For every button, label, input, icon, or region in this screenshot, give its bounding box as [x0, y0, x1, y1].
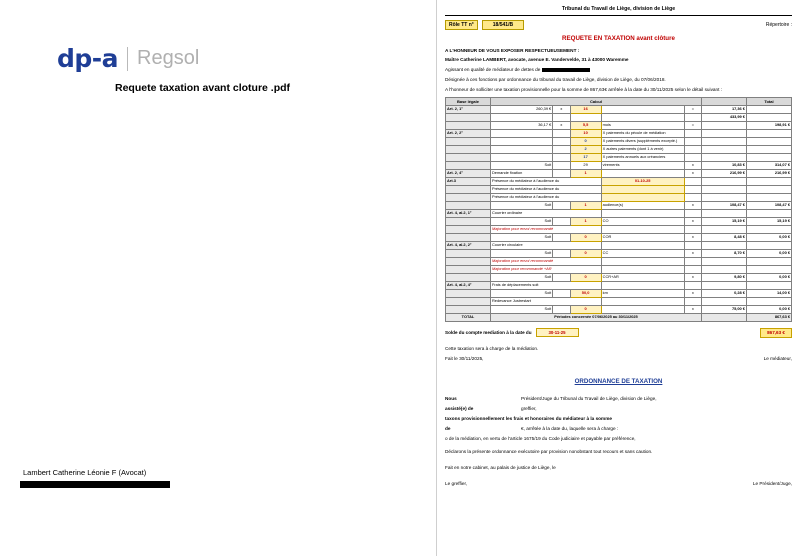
cell-eq — [684, 153, 701, 161]
cell-unit: X paiements du pécule de médiation — [601, 129, 684, 137]
cell-total — [746, 177, 791, 185]
cell-unit — [601, 209, 684, 217]
cell-sub: 108,47 € — [702, 201, 747, 209]
cell-base: Soit — [490, 273, 552, 281]
cell-op — [553, 233, 570, 241]
cell-unit: CC — [601, 249, 684, 257]
solde-row — [445, 328, 792, 338]
cell-art — [446, 193, 491, 201]
cell-eq — [684, 225, 701, 233]
cell-unit — [601, 257, 684, 265]
cell-base — [490, 145, 552, 153]
cell-sub: 216,99 € — [702, 169, 747, 177]
president-signature-label: Le Président/Juge, — [752, 481, 792, 487]
cell-total: 0,00 € — [746, 249, 791, 257]
solde-date-field[interactable]: 30-11-25 — [536, 328, 579, 337]
de-label: de — [445, 425, 451, 431]
cell-eq — [684, 209, 701, 217]
ordonnance-line-de — [445, 426, 792, 432]
cell-qty[interactable]: 1 — [570, 201, 601, 209]
col-header-blank — [702, 97, 747, 105]
cell-total: 216,99 € — [746, 169, 791, 177]
table-row — [446, 153, 792, 161]
total-spacer — [702, 313, 747, 321]
table-row — [446, 129, 792, 137]
cell-total: 0,00 € — [746, 305, 791, 313]
solde-amount: 867,63 € — [760, 328, 792, 338]
cell-unit: mois — [601, 121, 684, 129]
cell-sub — [702, 153, 747, 161]
cell-base — [490, 137, 552, 145]
table-row — [446, 249, 792, 257]
table-row — [446, 193, 792, 201]
cell-total — [746, 193, 791, 201]
cell-base: Courrier ordinaire — [490, 209, 601, 217]
cell-art — [446, 153, 491, 161]
table-row — [446, 265, 792, 273]
cell-art: Art. 2, 4° — [446, 169, 491, 177]
cell-art — [446, 185, 491, 193]
charge-mediation-line: o de la médiation, en vertu de l'article 1675/19 du Code judiciaire et payable par préférence, — [445, 435, 636, 441]
cell-base: Présence du médiateur à l'audience du — [490, 185, 601, 193]
cell-base — [490, 113, 552, 121]
cell-base: Courrier circulaire — [490, 241, 601, 249]
table-header-row — [446, 97, 792, 105]
brand-name-text: Regsol — [137, 47, 200, 69]
cell-total — [746, 225, 791, 233]
cell-base: Présence du médiateur à l'audience du — [490, 193, 601, 201]
cell-unit: X autres paiements (dont 1 à venir) — [601, 145, 684, 153]
cell-base: Soit — [490, 161, 552, 169]
cell-art — [446, 113, 491, 121]
table-row — [446, 241, 792, 249]
cell-eq: x — [684, 273, 701, 281]
cell-sub: 433,99 € — [702, 113, 747, 121]
cell-unit[interactable] — [601, 185, 684, 193]
cell-op — [553, 129, 570, 137]
cell-op: x — [553, 121, 570, 129]
cell-eq — [684, 193, 701, 201]
cell-art: Art. 4, al.2, 4° — [446, 281, 491, 289]
intro-line-4: Désignée à ces fonctions par ordonnance du tribunal du travail de Liège, division de Liège, du 07/06/2018. — [445, 77, 666, 83]
cell-art — [446, 265, 491, 273]
president-line: Président/Juge du Tribunal du Travail de Liège, division de Liège, — [521, 396, 657, 402]
cell-unit: X paiements divers (suppléments excepté.) — [601, 137, 684, 145]
cell-base: Soit — [490, 249, 552, 257]
cell-sub — [702, 129, 747, 137]
cell-base: Soit — [490, 289, 552, 297]
cell-art — [446, 233, 491, 241]
cell-qty[interactable]: 0 — [570, 273, 601, 281]
eur-line — [521, 426, 792, 432]
taxation-table — [445, 97, 792, 322]
cell-unit: CCR+AR — [601, 273, 684, 281]
made-at-date: Fait le 30/11/2025, — [445, 356, 484, 362]
cell-unit — [601, 297, 684, 305]
role-label: Rôle TT n° — [445, 20, 478, 30]
cell-art — [446, 225, 491, 233]
table-row — [446, 145, 792, 153]
cell-qty — [570, 113, 601, 121]
cell-art: Art. 2, 2° — [446, 129, 491, 137]
cell-art: Art.3 — [446, 177, 491, 185]
assiste-label: assisté(e) de — [445, 405, 474, 411]
col-header-total: Total — [746, 97, 791, 105]
cell-art — [446, 305, 491, 313]
cell-unit: COR — [601, 233, 684, 241]
cell-qty[interactable]: 1 — [570, 169, 601, 177]
col-header-base-legale: Base légale — [446, 97, 491, 105]
cell-op — [553, 273, 570, 281]
cell-total — [746, 137, 791, 145]
cell-art — [446, 289, 491, 297]
cell-art — [446, 161, 491, 169]
cell-eq — [684, 265, 701, 273]
cell-sub — [702, 265, 747, 273]
col-header-calcul: Calcul — [490, 97, 701, 105]
cell-qty[interactable]: 17 — [570, 153, 601, 161]
cell-eq: x — [684, 249, 701, 257]
cell-op — [553, 113, 570, 121]
laquelle-text: , laquelle sera à charge : — [566, 425, 619, 431]
cell-op — [553, 161, 570, 169]
nous-label: Nous — [445, 396, 457, 402]
cell-op — [553, 305, 570, 313]
cell-base: Soit — [490, 233, 552, 241]
cell-total — [746, 153, 791, 161]
ordonnance-line-nous — [445, 396, 792, 402]
table-row — [446, 177, 792, 185]
cell-qty[interactable]: 0 — [570, 137, 601, 145]
redaction-inline — [542, 68, 590, 72]
cell-total: 0,00 € — [746, 233, 791, 241]
intro-line-1: A L'HONNEUR DE VOUS EXPOSER RESPECTUEUSEMENT : — [445, 47, 580, 53]
cell-sub — [702, 281, 747, 289]
court-header: Tribunal du Travail de Liège, division de Liège — [445, 6, 792, 16]
cell-unit: X paiements annuels aux créanciers — [601, 153, 684, 161]
table-row — [446, 209, 792, 217]
table-row — [446, 281, 792, 289]
cell-total: 15,19 € — [746, 217, 791, 225]
table-total-row — [446, 313, 792, 321]
table-row — [446, 161, 792, 169]
cell-op — [553, 249, 570, 257]
cell-art — [446, 297, 491, 305]
ordonnance-heading: ORDONNANCE DE TAXATION — [574, 378, 663, 386]
cell-base: Majoration pour envoi recommandé — [490, 225, 601, 233]
table-row — [446, 257, 792, 265]
table-row — [446, 297, 792, 305]
cell-sub — [702, 145, 747, 153]
cell-unit — [601, 113, 684, 121]
brand-logo — [57, 44, 199, 73]
taxons-line: taxons provisionnellement les frais et honoraires du médiateur à la somme — [445, 415, 612, 421]
total-period: Périodes concernée 07/06/2025 au 30/11/2025 — [490, 313, 701, 321]
cell-sub — [702, 137, 747, 145]
intro-line-5: A l'honneur de solliciter une taxation provisionnelle pour la somme de 867,63€ arrêtée à la date du 30/11/2025 selon le détail suivant : — [445, 87, 723, 92]
cell-op — [553, 137, 570, 145]
cell-sub — [702, 185, 747, 193]
cell-eq — [684, 177, 701, 185]
cell-eq — [684, 145, 701, 153]
cell-total — [746, 129, 791, 137]
cell-unit: CO — [601, 217, 684, 225]
cell-unit: audience(s) — [601, 201, 684, 209]
ordonnance-block — [445, 396, 792, 487]
cell-eq — [684, 185, 701, 193]
cell-total — [746, 113, 791, 121]
cell-qty[interactable]: 5,5 — [570, 121, 601, 129]
cell-eq — [684, 281, 701, 289]
cell-op — [553, 289, 570, 297]
table-row — [446, 225, 792, 233]
cell-eq — [684, 113, 701, 121]
eur-line-text: €, arrêtée à la date du — [521, 425, 567, 431]
solde-label: Solde du compte mediation à la date du — [445, 329, 532, 335]
cell-qty[interactable]: 50,0 — [570, 289, 601, 297]
charge-note: Cette taxation sera à charge de la médiation. — [445, 345, 539, 351]
role-value: 18/541/B — [482, 20, 524, 30]
cell-eq — [684, 297, 701, 305]
table-row — [446, 289, 792, 297]
cell-base: Présence du médiateur à l'audience du — [490, 177, 601, 185]
cell-art — [446, 257, 491, 265]
cell-sub: 15,19 € — [702, 217, 747, 225]
cell-eq: x — [684, 289, 701, 297]
cell-sub: 0,28 € — [702, 289, 747, 297]
cell-total — [746, 265, 791, 273]
declarons-line: Déclarons la présente ordonnance exécutoire par provision nonobstant tout recours et sans caution. — [445, 449, 653, 455]
role-row — [445, 20, 792, 30]
cell-unit — [601, 225, 684, 233]
cell-unit: km — [601, 289, 684, 297]
greffier-signature-label: Le greffier, — [445, 481, 468, 487]
cell-art — [446, 273, 491, 281]
cell-base — [490, 129, 552, 137]
redaction-bar — [20, 481, 170, 488]
pdf-render-pane — [437, 0, 800, 556]
cell-op — [553, 201, 570, 209]
cell-total — [746, 281, 791, 289]
cell-base: Soit — [490, 305, 552, 313]
cell-sub: 8,48 € — [702, 233, 747, 241]
cell-sub — [702, 241, 747, 249]
table-row — [446, 233, 792, 241]
cell-base: 260,39 € — [490, 105, 552, 113]
cell-art: Art. 4, al.2, 1° — [446, 209, 491, 217]
cell-sub: 10,83 € — [702, 161, 747, 169]
cell-total — [746, 105, 791, 113]
cell-base: Soit — [490, 201, 552, 209]
cell-eq: x — [684, 161, 701, 169]
table-row — [446, 201, 792, 209]
cell-base: Soit — [490, 217, 552, 225]
cell-op: x — [553, 105, 570, 113]
table-row — [446, 217, 792, 225]
cell-eq — [684, 129, 701, 137]
total-label: TOTAL — [446, 313, 491, 321]
cell-qty[interactable]: 10 — [570, 129, 601, 137]
cell-unit — [601, 241, 684, 249]
table-row — [446, 105, 792, 113]
intro-line-3-text: Agissant en qualité de médiateur de dettes de — [445, 67, 541, 73]
signer-name: Lambert Catherine Léonie F (Avocat) — [23, 468, 147, 477]
cell-sub — [702, 209, 747, 217]
cell-sub: 8,70 € — [702, 249, 747, 257]
cell-eq — [684, 137, 701, 145]
cell-qty: 29 — [570, 161, 601, 169]
cell-base: Demande fixation — [490, 169, 552, 177]
cell-unit — [601, 105, 684, 113]
ordonnance-signature-row — [445, 481, 792, 487]
cell-eq: = — [684, 105, 701, 113]
cell-base: 36,17 € — [490, 121, 552, 129]
cell-sub: 75,00 € — [702, 305, 747, 313]
cell-qty[interactable]: 16 — [570, 105, 601, 113]
cell-total — [746, 185, 791, 193]
total-value: 867,63 € — [746, 313, 791, 321]
cell-op — [553, 169, 570, 177]
cell-sub — [702, 257, 747, 265]
table-row — [446, 185, 792, 193]
cell-op — [553, 153, 570, 161]
cell-sub: 17,36 € — [702, 105, 747, 113]
document-file-title: Requete taxation avant cloture .pdf — [115, 82, 291, 94]
intro-line-3 — [445, 67, 792, 73]
cell-eq: = — [684, 121, 701, 129]
cell-base: Redevance Justrestart — [490, 297, 601, 305]
cell-sub — [702, 121, 747, 129]
cell-qty[interactable]: 1 — [570, 217, 601, 225]
cell-total — [746, 297, 791, 305]
table-row — [446, 113, 792, 121]
cell-eq: x — [684, 169, 701, 177]
brand-divider — [127, 47, 128, 71]
cell-sub — [702, 297, 747, 305]
cell-base: Frais de déplacements soit — [490, 281, 601, 289]
signature-row — [445, 356, 792, 362]
table-row — [446, 169, 792, 177]
mediator-label: Le médiateur, — [763, 356, 792, 362]
cell-total: 314,07 € — [746, 161, 791, 169]
cell-total: 198,91 € — [746, 121, 791, 129]
table-row — [446, 305, 792, 313]
cell-eq — [684, 241, 701, 249]
cell-total — [746, 241, 791, 249]
cell-sub — [702, 177, 747, 185]
cell-op — [553, 145, 570, 153]
table-row — [446, 273, 792, 281]
cell-eq: x — [684, 305, 701, 313]
cell-sub — [702, 225, 747, 233]
cell-total: 0,00 € — [746, 273, 791, 281]
cell-sub — [702, 193, 747, 201]
cell-op — [553, 217, 570, 225]
greffier-line: greffier, — [521, 405, 537, 411]
cell-art — [446, 145, 491, 153]
repertoire-label: Répertoire : — [765, 21, 792, 28]
cell-total: 108,47 € — [746, 201, 791, 209]
cell-total — [746, 145, 791, 153]
cell-qty[interactable]: 0 — [570, 249, 601, 257]
cell-total — [746, 209, 791, 217]
cell-eq: x — [684, 201, 701, 209]
cell-total: 14,00 € — [746, 289, 791, 297]
cell-qty[interactable]: 0 — [570, 305, 601, 313]
cell-unit[interactable] — [601, 193, 684, 201]
cell-eq — [684, 257, 701, 265]
brand-mark-text: dp-a — [57, 44, 119, 73]
cell-base: Majoration pour recommandé +AR — [490, 265, 601, 273]
cell-art — [446, 249, 491, 257]
cell-art — [446, 217, 491, 225]
ordonnance-line-assiste — [445, 406, 792, 412]
cell-art — [446, 201, 491, 209]
cell-art: Art. 4, al.2, 2° — [446, 241, 491, 249]
cell-unit[interactable]: 01-10-25 — [601, 177, 684, 185]
document-heading: REQUETE EN TAXATION avant clôture — [562, 34, 675, 42]
cell-eq: x — [684, 233, 701, 241]
cell-unit: virements — [601, 161, 684, 169]
cell-unit — [601, 169, 684, 177]
cell-sub: 9,80 € — [702, 273, 747, 281]
cell-unit — [601, 305, 684, 313]
table-row — [446, 121, 792, 129]
cell-base — [490, 153, 552, 161]
cell-base: Majoration pour envoi recommandé — [490, 257, 601, 265]
cell-unit — [601, 265, 684, 273]
cell-eq: x — [684, 217, 701, 225]
cell-unit — [601, 281, 684, 289]
cabinet-line: Fait en notre cabinet, au palais de justice de Liège, le — [445, 465, 556, 471]
table-row — [446, 137, 792, 145]
intro-line-2: Maître Catherine LAMBERT, avocate, avenue E. Vandervelde, 31 à 43000 Waremme — [445, 57, 629, 63]
cell-qty[interactable]: 2 — [570, 145, 601, 153]
cell-total — [746, 257, 791, 265]
cell-qty[interactable]: 0 — [570, 233, 601, 241]
cell-art — [446, 121, 491, 129]
cell-art — [446, 137, 491, 145]
cell-art: Art. 2, 1° — [446, 105, 491, 113]
